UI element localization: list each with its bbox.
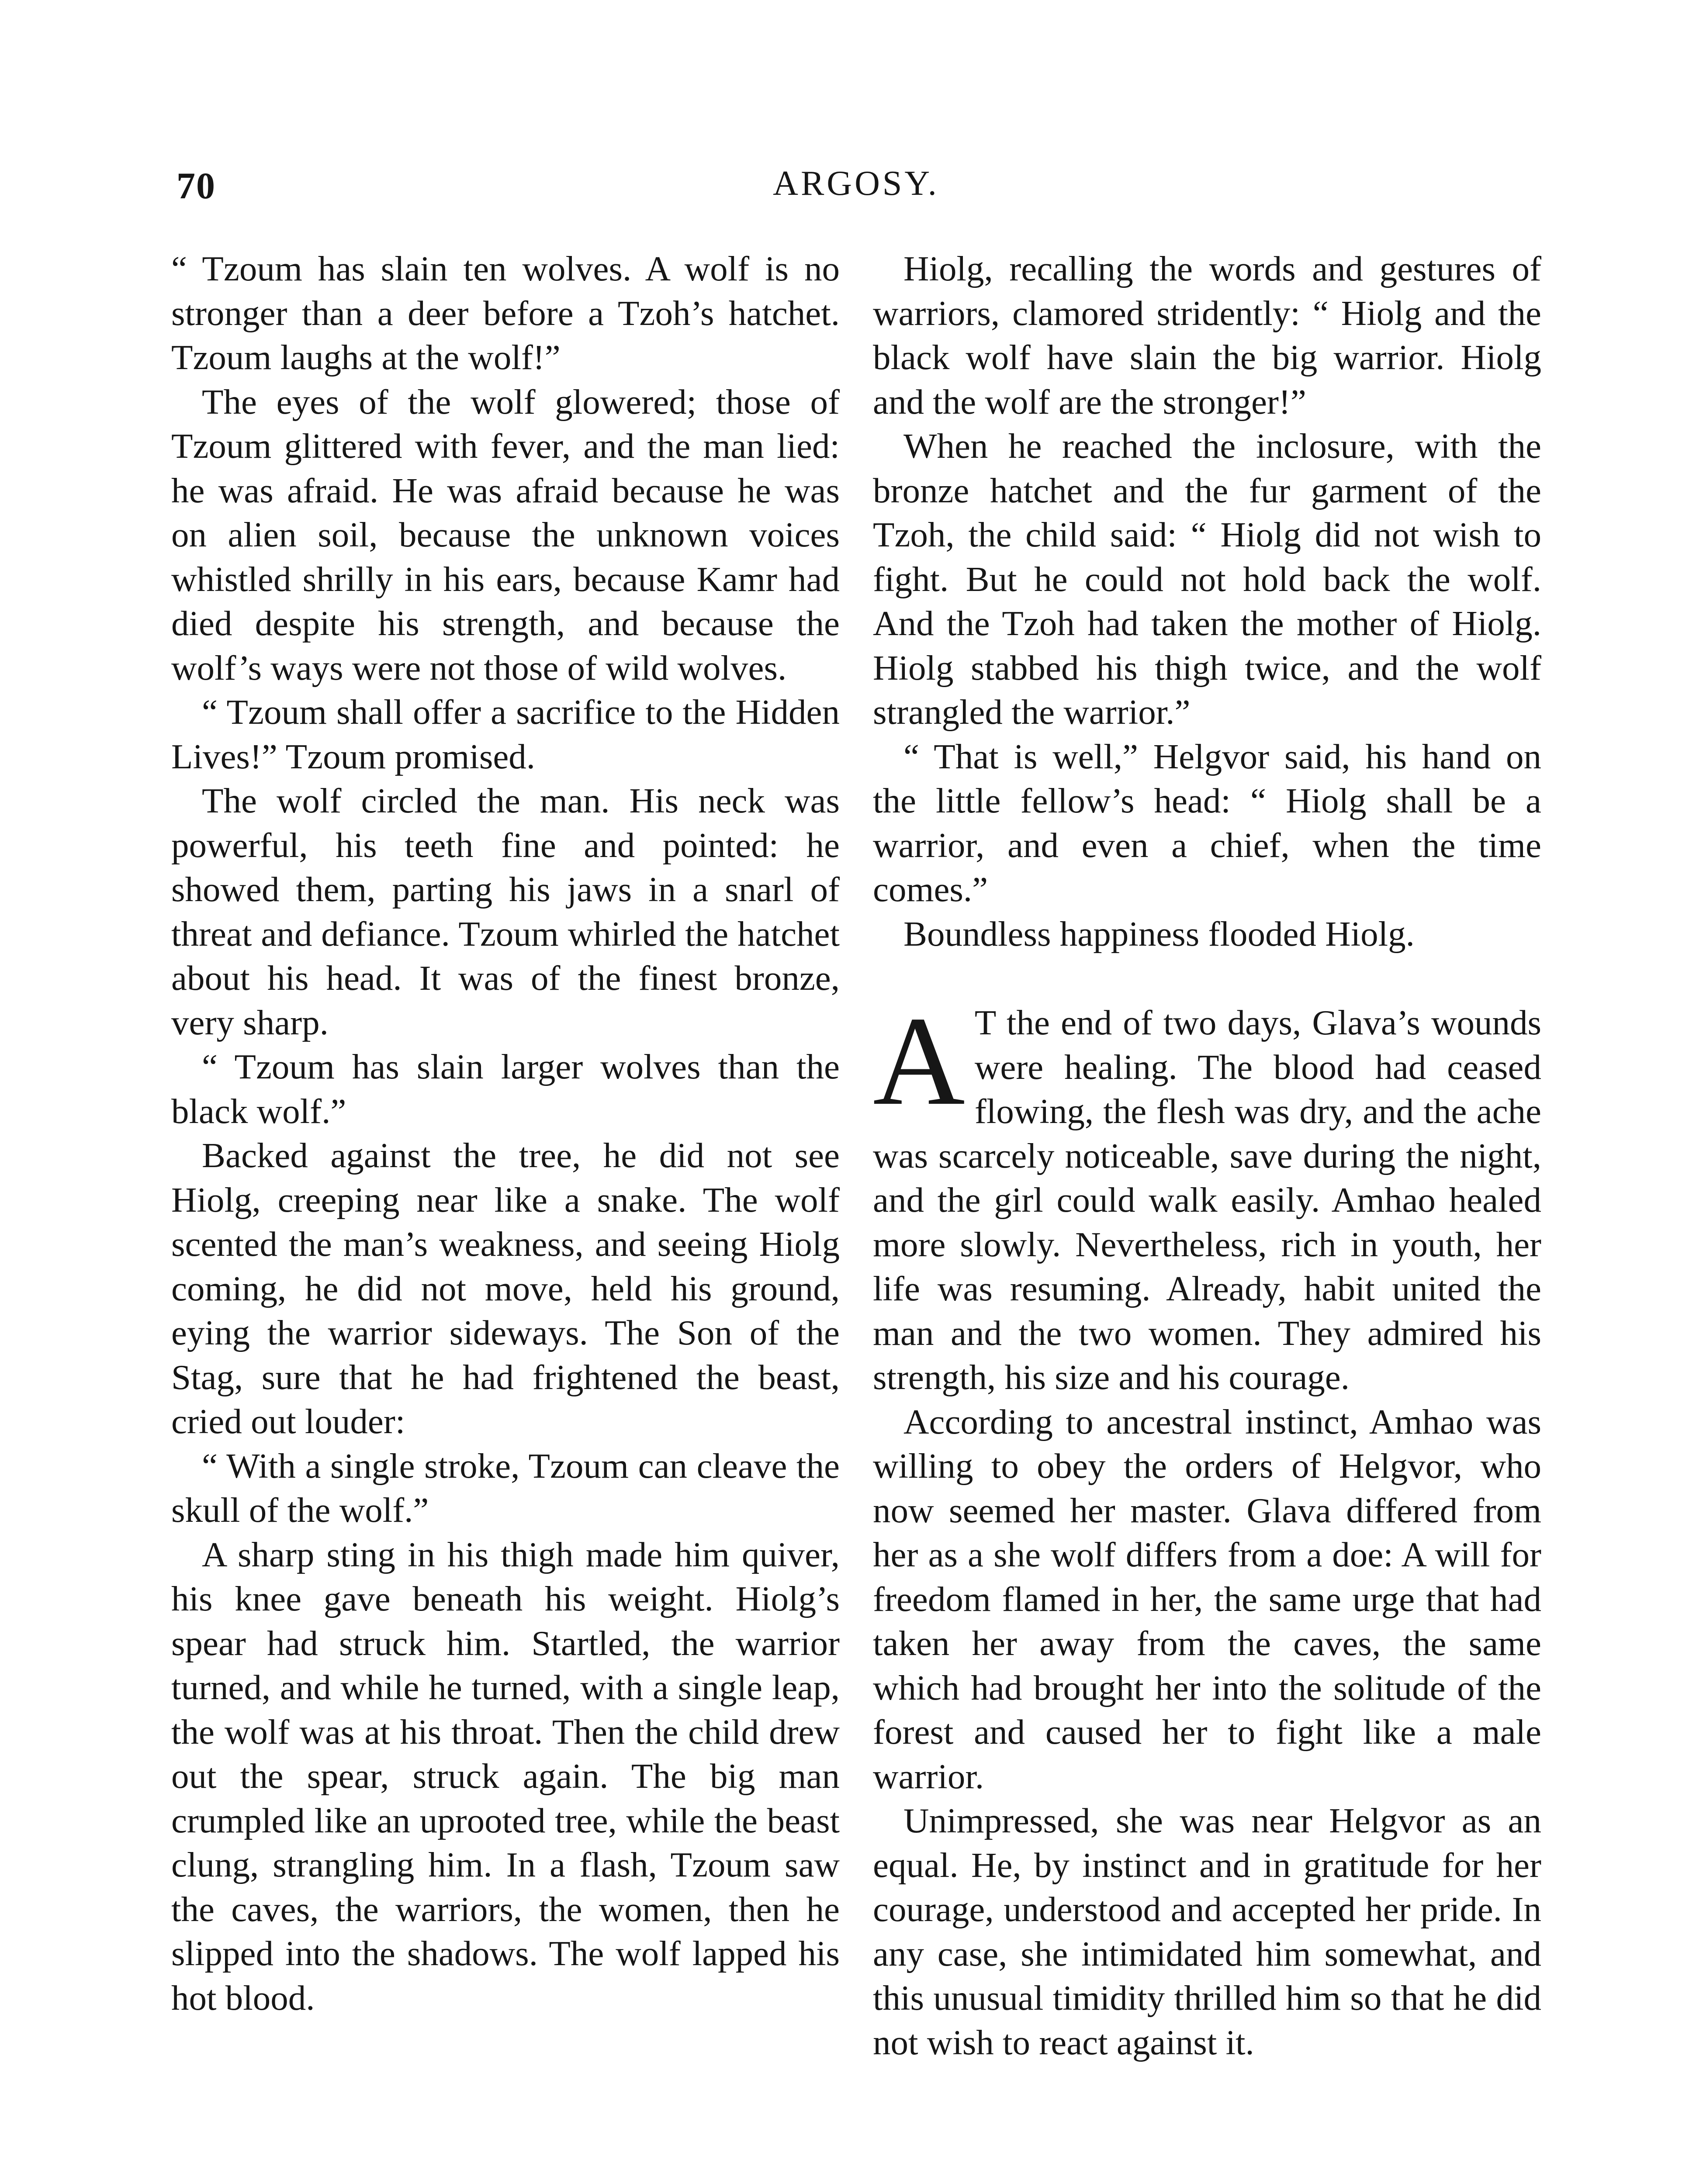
paragraph: “ With a single stroke, Tzoum can cleave the skull of the wolf.” [171, 1446, 840, 1530]
paragraph: A sharp sting in his thigh made him quiver, his knee gave beneath his weight. Hiolg’s spear had struck him. Startled, the warrior turned, and while he turned, with a single leap, the wolf was at his throat. Then the child drew out the spear, struck again. The big man crumpled like an uprooted tree, while the beast clung, strangling him. In a flash, Tzoum saw the caves, the warriors, the women, then he slipped into the shadows. The wolf lapped his hot blood. [171, 1534, 840, 2018]
paragraph: “ That is well,” Helgvor said, his hand on the little fellow’s head: “ Hiolg shall be a warrior, and even a chief, when the time comes.” [873, 736, 1541, 909]
paragraph: Boundless happiness flooded Hiolg. [903, 914, 1415, 954]
magazine-title: ARGOSY. [773, 164, 939, 203]
right-column [873, 247, 1541, 2065]
paragraph: According to ancestral instinct, Amhao was willing to obey the orders of Helgvor, who now seemed her master. Glava differed from her as a she wolf differs from a doe: A will for freedom flamed in her, the same urge that had taken her away from the caves, the same which had brought her into the solitude of the forest and caused her to fight like a male warrior. [873, 1402, 1541, 1796]
paragraph: The eyes of the wolf glowered; those of Tzoum glittered with fever, and the man lied: he was afraid. He was afraid because he was on alien soil, because the unknown voices whistled shrilly in his ears, because Kamr had died despite his strength, and because the wolf’s ways were not those of wild wolves. [171, 382, 840, 688]
section-opening-paragraph [873, 991, 1541, 1400]
left-column [171, 247, 840, 2020]
running-head [171, 164, 1541, 221]
paragraph: Backed against the tree, he did not see Hiolg, creeping near like a snake. The wolf scented the man’s weakness, and seeing Hiolg coming, he did not move, held his ground, eying the warrior sideways. The Son of the Stag, sure that he had frightened the beast, cried out louder: [171, 1136, 840, 1441]
paragraph: Unimpressed, she was near Helgvor as an equal. He, by instinct and in gratitude for her courage, understood and accepted her pride. In any case, she intimidated him somewhat, and this unusual timidity thrilled him so that he did not wish to react against it. [873, 1801, 1541, 2062]
paragraph: “ Tzoum shall offer a sacrifice to the Hidden Lives!” Tzoum promised. [171, 692, 840, 776]
paragraph: “ Tzoum has slain larger wolves than the black wolf.” [171, 1047, 840, 1131]
drop-cap: A [873, 991, 965, 1132]
paragraph: When he reached the inclosure, with the bronze hatchet and the fur garment of the Tzoh, the child said: “ Hiolg did not wish to fight. But he could not hold back the wolf. And the Tzoh had taken the mother of Hiolg. Hiolg stabbed his thigh twice, and the wolf strangled the warrior.” [873, 426, 1541, 732]
page-number: 70 [177, 165, 216, 207]
section-opening-text: T the end of two days, Glava’s wounds were healing. The blood had ceased flowing, the flesh was dry, and the ache was scarcely noticeable, save during the night, and the girl could walk easily. Amhao healed more slowly. Nevertheless, rich in youth, her life was resuming. Already, habit united the man and the two women. They admired his strength, his size and his courage. [873, 1003, 1541, 1397]
paragraph: The wolf circled the man. His neck was powerful, his teeth fine and pointed: he showed them, parting his jaws in a snarl of threat and defiance. Tzoum whirled the hatchet about his head. It was of the finest bronze, very sharp. [171, 781, 840, 1042]
paragraph: “ Tzoum has slain ten wolves. A wolf is no stronger than a deer before a Tzoh’s hatchet. Tzoum laughs at the wolf!” [171, 249, 840, 377]
section-break [873, 956, 1541, 1001]
paragraph: Hiolg, recalling the words and gestures of warriors, clamored stridently: “ Hiolg and the black wolf have slain the big warrior. Hiolg and the wolf are the stronger!” [873, 249, 1541, 422]
